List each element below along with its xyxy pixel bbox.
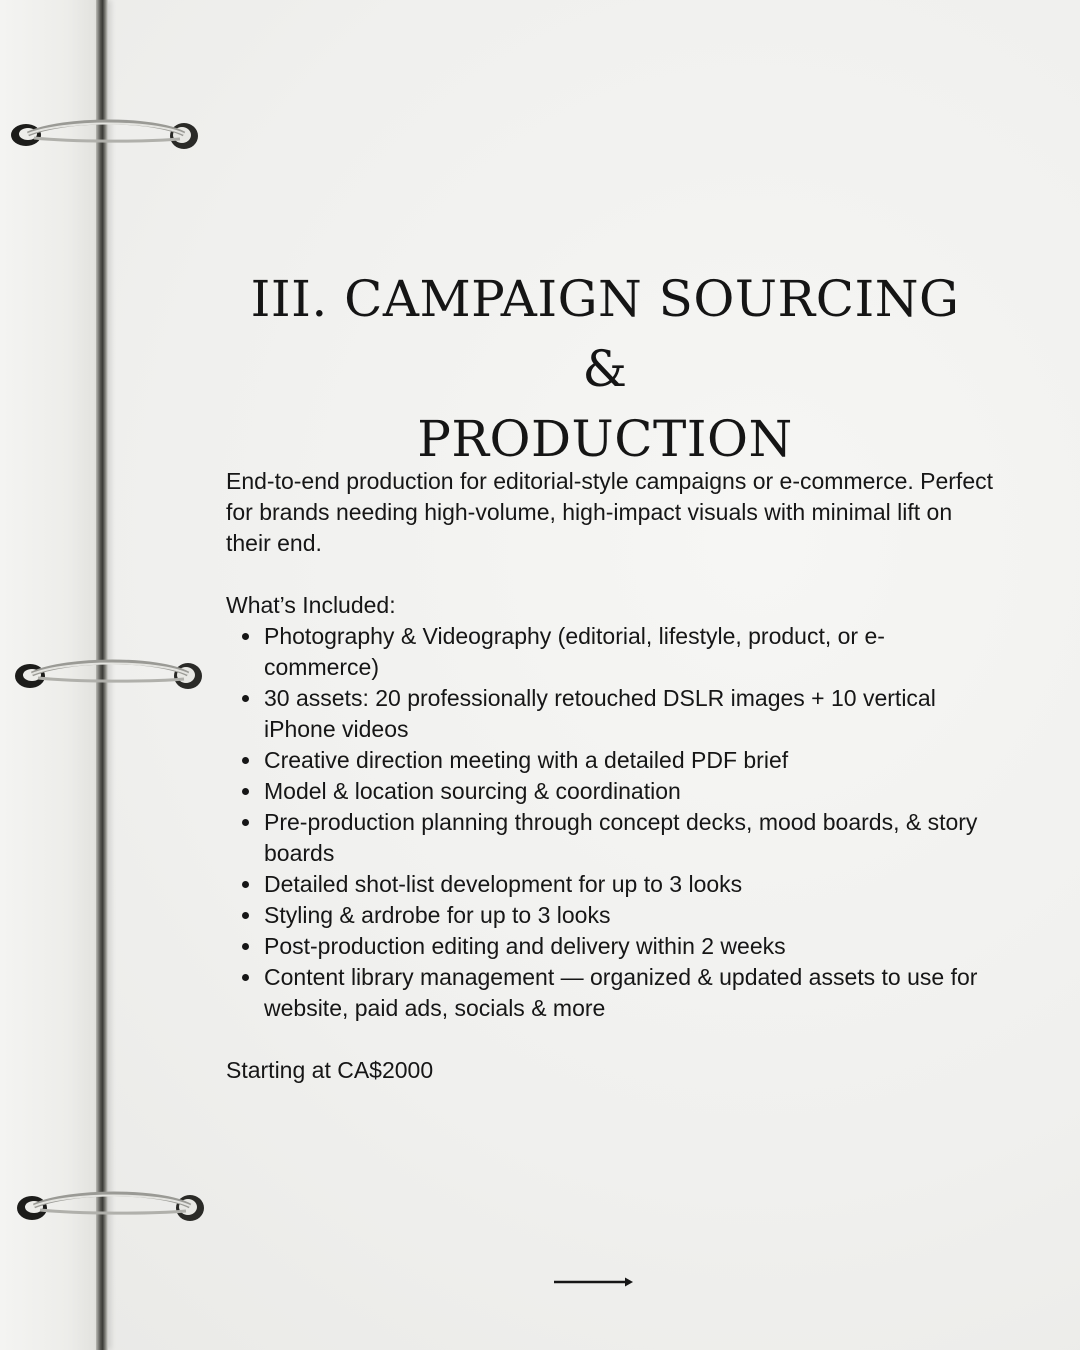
service-description	[226, 466, 996, 1086]
title-line-2: PRODUCTION	[417, 410, 793, 468]
list-item: Content library management — organized & updated assets to use for website, paid ads, socials & more	[264, 962, 996, 1024]
included-list	[226, 621, 996, 1024]
list-item: Photography & Videography (editorial, lifestyle, product, or e-commerce)	[264, 621, 996, 683]
price-text: Starting at CA$2000	[226, 1057, 434, 1083]
binder-ring-icon	[10, 1184, 210, 1234]
list-item: Model & location sourcing & coordination	[264, 776, 996, 807]
list-item: Styling & ardrobe for up to 3 looks	[264, 900, 996, 931]
list-item: Post-production editing and delivery within 2 weeks	[264, 931, 996, 962]
binder-ring-icon	[4, 112, 204, 162]
arrow-right-icon[interactable]	[553, 1274, 635, 1290]
intro-paragraph: End-to-end production for editorial-style campaigns or e-commerce. Perfect for brands needing high-volume, high-impact visuals with minimal lift on their end.	[226, 468, 994, 556]
list-item: Pre-production planning through concept decks, mood boards, & story boards	[264, 807, 996, 869]
binder-ring-icon	[8, 650, 208, 700]
page-title	[220, 264, 990, 474]
list-item: Creative direction meeting with a detailed PDF brief	[264, 745, 996, 776]
list-item: 30 assets: 20 professionally retouched DSLR images + 10 vertical iPhone videos	[264, 683, 996, 745]
title-line-1: III. CAMPAIGN SOURCING &	[250, 270, 960, 398]
included-heading: What’s Included:	[226, 592, 396, 618]
list-item: Detailed shot-list development for up to 3 looks	[264, 869, 996, 900]
